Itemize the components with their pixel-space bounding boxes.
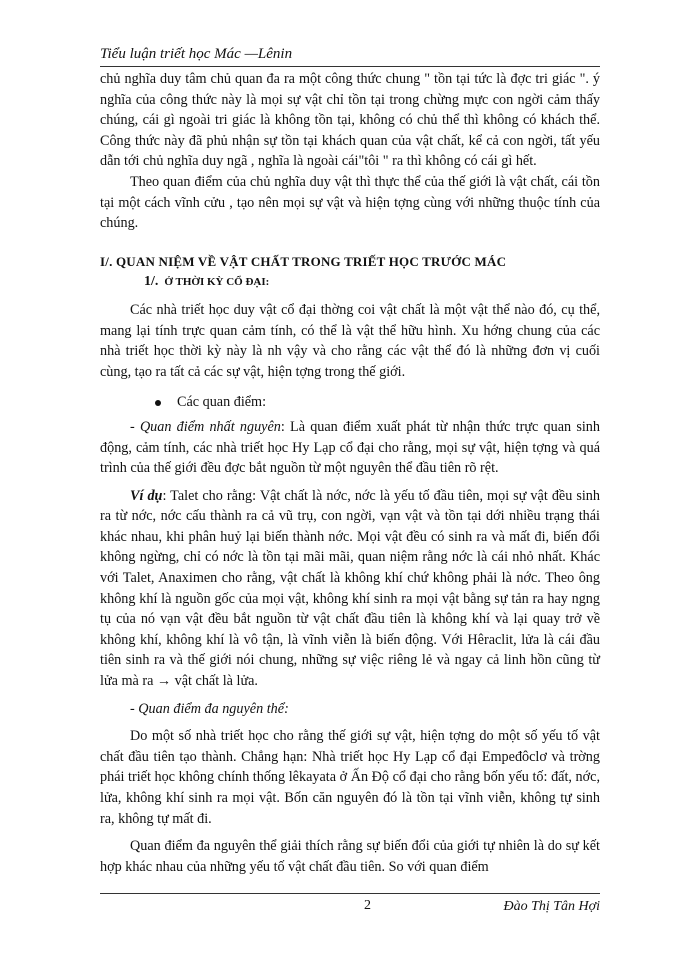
bullet-text: Các quan điểm: xyxy=(177,394,267,411)
footer-divider xyxy=(100,893,600,894)
paragraph-pluralism-explained: Quan điểm đa nguyên thể giải thích rằng sự biến đổi của giới tự nhiên là do sự kết hợp khác nhau của những yếu tố vật chất đầu tiên. So với quan điểm xyxy=(100,838,600,875)
subsection-number: 1/. xyxy=(144,274,159,290)
paragraph-ancient: Các nhà triết học duy vật cổ đại thờng coi vật chất là một vật thể nào đó, cụ thể, mang lại tính trực quan cảm tính, có thể là vật thể hữu hình. Xu hớng chung của các nhà triết học thời kỳ này là nh vậy và cho rằng các vật thể đó là những đơn vị cuối cùng, tạo ra tất cả các sự vật, hiện tợng trong thế giới. xyxy=(100,301,600,380)
subsection-title: Ở THỜI KỲ CỔ ĐẠI: xyxy=(164,276,270,289)
bullet-dot-icon xyxy=(155,400,161,406)
section-heading: I/. QUAN NIỆM VỀ VẬT CHẤT TRONG TRIẾT HỌC TRƯỚC MÁC xyxy=(100,253,507,269)
document-body xyxy=(100,69,600,877)
dash: - xyxy=(130,700,139,717)
header-title: Tiểu luận triết học Mác —Lênin xyxy=(100,46,293,62)
page-number: 2 xyxy=(364,898,371,913)
pluralism-label: Quan điểm đa nguyên thể: xyxy=(138,700,289,717)
example-label: Ví dụ xyxy=(130,487,163,504)
dash: - xyxy=(130,418,140,435)
subsection-heading xyxy=(144,272,600,293)
paragraph-pluralism: Do một số nhà triết học cho rằng thế giới sự vật, hiện tợng do một số yếu tố vật chất đầu tiên tạo thành. Chẳng hạn: Nhà triết học Hy Lạp cổ đại Empeđôclơ và trờng phái triết học không chính thống lêkayata ở Ấn Độ cổ đại cho rằng bốn yếu tố: đất, nớc, lửa, không khí sinh ra mọi vật. Bốn căn nguyên đó là tồn tại vĩnh viễn, không tự sinh ra, không tự mất đi. xyxy=(100,728,600,827)
monism-text: : Là quan điểm xuất phát từ nhận thức trực quan sinh động, cảm tính, các nhà triết học Hy Lạp cổ đại cho rằng, mọi sự vật, hiện tợng và quá trình của thế giới đều đợc bắt nguồn từ một nguyên thể đầu tiên rõ rệt. xyxy=(100,418,600,477)
example-text: : Talet cho rằng: Vật chất là nớc, nớc là yếu tố đầu tiên, mọi sự vật đều sinh ra từ nớc, nớc cấu thành ra cả vũ trụ, con ngời, vạn vật và tồn tại dới nhiều trạng thái khác nhau, khi phân huỷ lại biến thành nớc. Mọi vật đều có sinh ra và mất đi, biến đổi không ngừng, chỉ có nớc là tồn tại mãi mãi, quan niệm rằng nớc là cái nhỏ nhất. Khác với Talet, Anaximen cho rằng, vật chất là không khí chứ không phải là nớc. Theo ông không khí là nguồn gốc của mọi vật, không khí sinh ra mọi vật bằng sự tản ra hay ngng tụ của nó vạn vật đều bắt nguồn từ vật chất đầu tiên là không khí và lại quay trở về không khí, không khí là vô tận, là vĩnh viễn là biến động. Với Hêraclit, lửa là cái đầu tiên sinh ra và thế giới nói chung, những sự việc riêng lẻ và ngay cả linh hồn cũng từ lửa mà ra → vật chất là lửa. xyxy=(100,487,600,690)
bullet-item xyxy=(155,392,600,413)
paragraph-example xyxy=(100,486,600,692)
paragraph-pluralism-heading xyxy=(100,699,600,720)
paragraph-materialism: Theo quan điểm của chủ nghĩa duy vật thì thực thể của thế giới là vật chất, cái tồn tại một cách vĩnh cửu , tạo nên mọi sự vật và hiện tợng cùng với những thuộc tính của chúng. xyxy=(100,173,600,232)
author-name: Đào Thị Tân Hợi xyxy=(503,899,600,914)
paragraph-intro: chủ nghĩa duy tâm chủ quan đa ra một công thức chung " tồn tại tức là đợc tri giác ". ý nghĩa của công thức này là mọi sự vật chỉ tồn tại trong chừng mực con ngời cảm thấy chúng, cái gì ngoài tri giác là không tồn tại, không có chủ thể thì không có khách thể. Công thức này đã phủ nhận sự tồn tại khách quan của vật chất, kể cả con ngời, tất yếu dẫn tới chủ nghĩa duy ngã , nghĩa là ngoài cái"tôi " ra thì không có cái gì hết. xyxy=(100,71,600,170)
header-divider xyxy=(100,66,600,67)
monism-label: Quan điểm nhất nguyên xyxy=(139,418,281,435)
paragraph-monism xyxy=(100,417,600,479)
